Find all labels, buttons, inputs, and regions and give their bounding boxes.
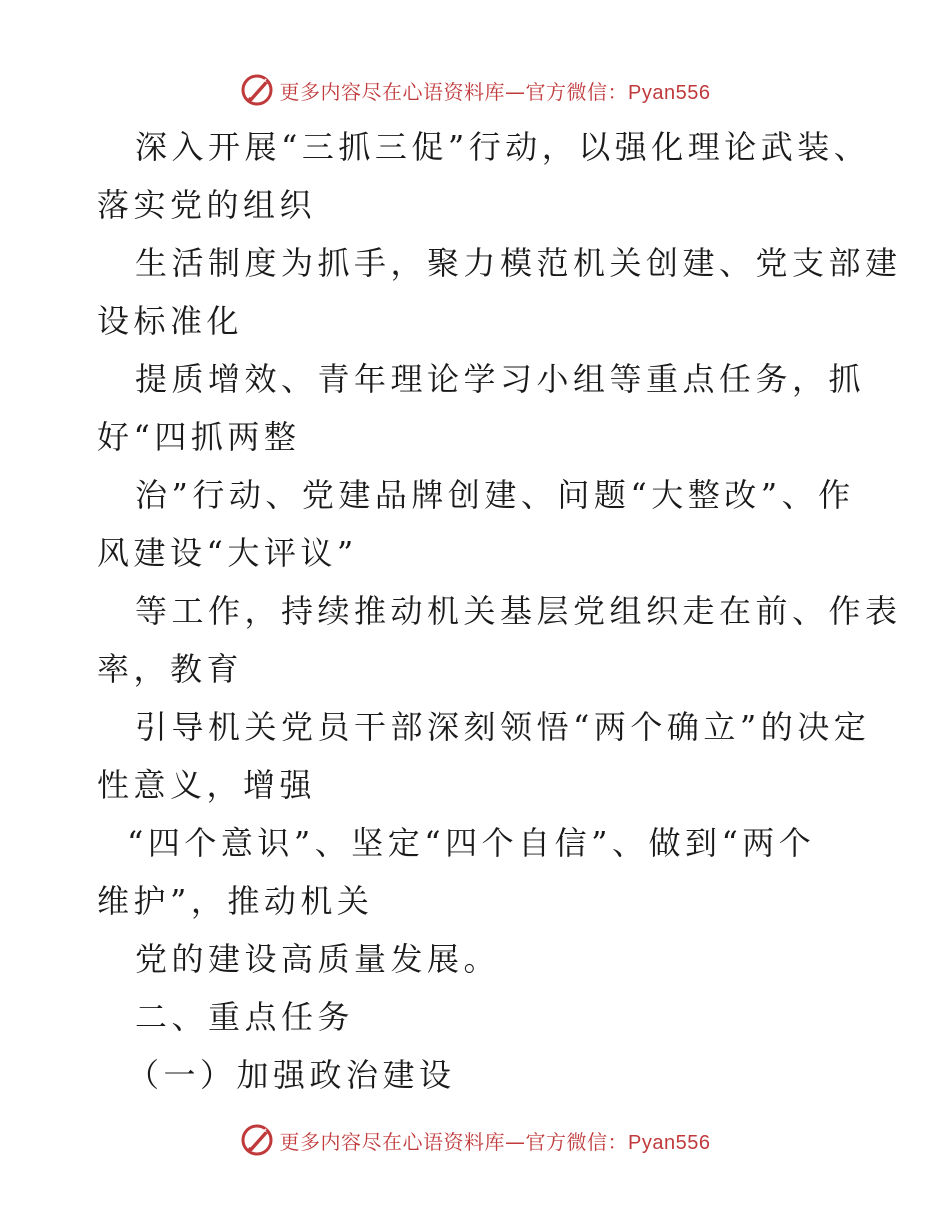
paragraph-line: 风建设“大评议” xyxy=(97,534,358,572)
paragraph-line: 二、重点任务 xyxy=(135,998,355,1036)
watermark-wechat-id: Pyan556 xyxy=(628,1131,711,1154)
paragraph-line: 党的建设高质量发展。 xyxy=(135,940,501,978)
quill-logo-icon xyxy=(240,73,274,107)
quill-logo-icon xyxy=(240,1123,274,1157)
paragraph-line: 深入开展“三抓三促”行动，以强化理论武装、 xyxy=(135,128,871,166)
paragraph-line: 等工作，持续推动机关基层党组织走在前、作表 xyxy=(135,592,902,630)
watermark-wechat-id: Pyan556 xyxy=(628,81,711,104)
paragraph-line: 设标准化 xyxy=(97,302,244,340)
paragraph-line: （一）加强政治建设 xyxy=(127,1056,456,1094)
document-body xyxy=(97,118,902,1104)
watermark-text xyxy=(280,1126,711,1155)
watermark-text xyxy=(280,76,711,105)
paragraph-line: 引导机关党员干部深刻领悟“两个确立”的决定 xyxy=(135,708,871,746)
paragraph-line: 维护”，推动机关 xyxy=(97,882,374,920)
paragraph-line: 治”行动、党建品牌创建、问题“大整改”、作 xyxy=(135,476,855,514)
paragraph-line: 落实党的组织 xyxy=(97,186,317,224)
paragraph-line: 生活制度为抓手，聚力模范机关创建、党支部建 xyxy=(135,244,902,282)
footer-watermark xyxy=(0,1120,950,1160)
header-watermark xyxy=(0,70,950,110)
paragraph-line: 好“四抓两整 xyxy=(97,418,301,456)
paragraph-line: “四个意识”、坚定“四个自信”、做到“两个 xyxy=(127,824,816,862)
watermark-brand: 更多内容尽在心语资料库—官方微信： xyxy=(279,1129,629,1154)
paragraph-line: 性意义，增强 xyxy=(97,766,317,804)
paragraph-line: 率，教育 xyxy=(97,650,244,688)
watermark-brand: 更多内容尽在心语资料库—官方微信： xyxy=(279,79,629,104)
paragraph-line: 提质增效、青年理论学习小组等重点任务，抓 xyxy=(135,360,866,398)
